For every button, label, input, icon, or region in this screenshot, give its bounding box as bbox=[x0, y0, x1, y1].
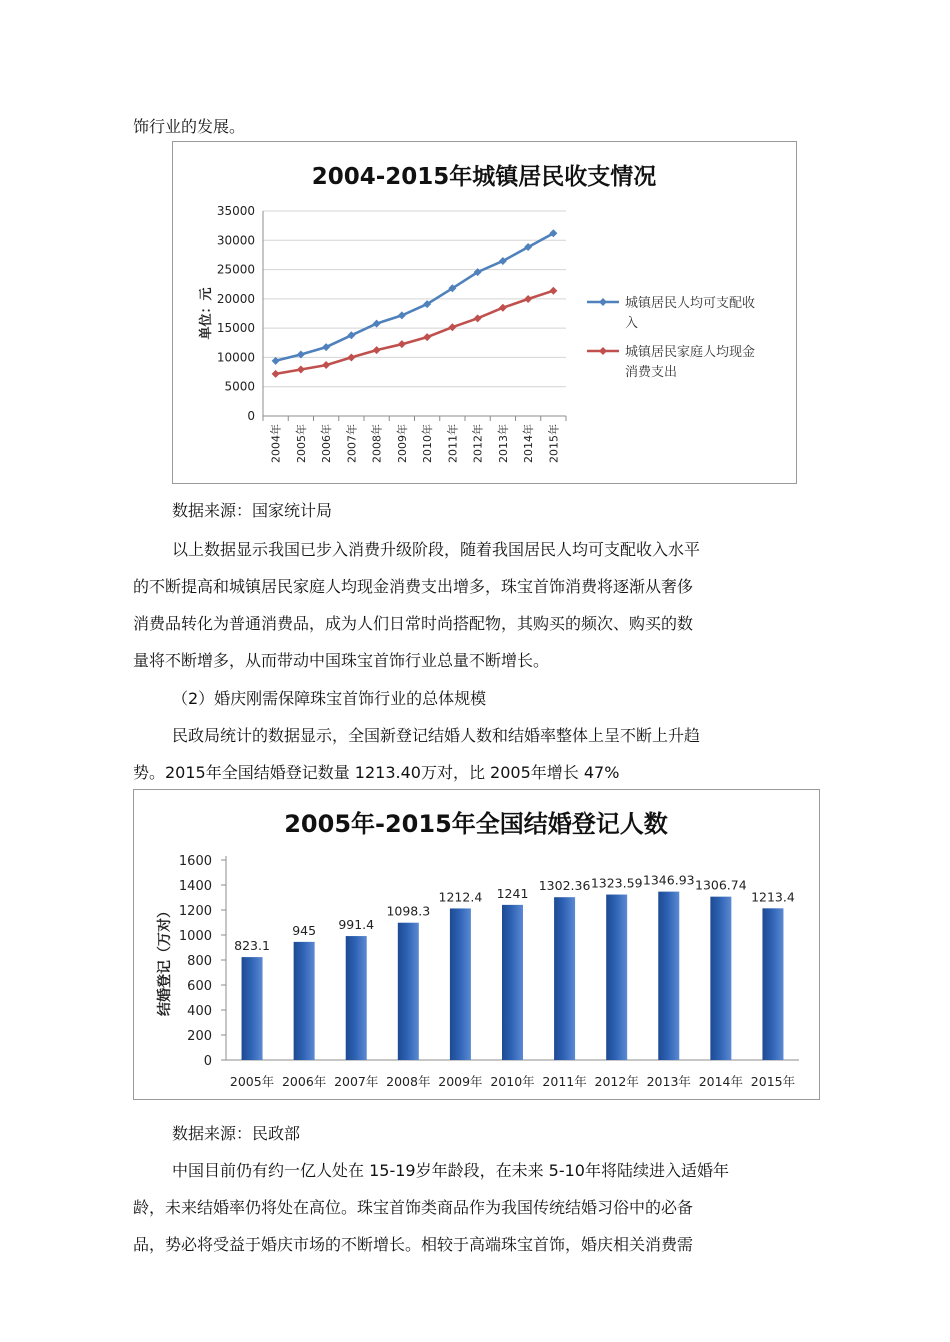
bar-value-label: 991.4 bbox=[338, 917, 375, 933]
x-tick-label: 2011年 bbox=[542, 1074, 587, 1089]
bar bbox=[398, 923, 419, 1060]
x-tick-label: 2014年 bbox=[522, 424, 536, 463]
legend-swatch-marker bbox=[599, 298, 607, 306]
y-tick-label: 25000 bbox=[216, 262, 255, 277]
y-tick-label: 1200 bbox=[178, 904, 212, 919]
series-line bbox=[276, 291, 554, 374]
x-tick-label: 2008年 bbox=[370, 424, 384, 463]
data-point bbox=[373, 346, 381, 354]
bar bbox=[710, 897, 731, 1060]
bar-value-label: 1306.74 bbox=[695, 877, 747, 893]
legend-label: 消费支出 bbox=[625, 365, 678, 380]
source-label-2: 数据来源：民政部 bbox=[172, 1124, 301, 1143]
x-tick-label: 2013年 bbox=[496, 424, 510, 463]
x-tick-label: 2010年 bbox=[421, 424, 435, 463]
data-point bbox=[549, 287, 557, 295]
para1-line-3: 消费品转化为普通消费品，成为人们日常时尚搭配物，其购买的频次、购买的数 bbox=[133, 614, 694, 633]
x-tick-label: 2009年 bbox=[438, 1074, 483, 1089]
data-point bbox=[398, 311, 406, 319]
bar bbox=[658, 892, 679, 1060]
data-point bbox=[347, 353, 355, 361]
x-tick-label: 2011年 bbox=[446, 424, 460, 463]
income-chart bbox=[172, 141, 797, 484]
data-point bbox=[524, 295, 532, 303]
para2-line-1: 民政局统计的数据显示，全国新登记结婚人数和结婚率整体上呈不断上升趋 bbox=[172, 726, 701, 745]
legend-label: 入 bbox=[625, 316, 639, 331]
bar-value-label: 1241 bbox=[496, 885, 529, 901]
x-tick-label: 2015年 bbox=[547, 424, 561, 463]
x-tick-label: 2015年 bbox=[750, 1074, 796, 1089]
bar-value-label: 1098.3 bbox=[386, 903, 431, 919]
y-axis-label: 结婚登记（万对） bbox=[157, 904, 173, 1016]
x-tick-label: 2006年 bbox=[281, 1074, 327, 1089]
y-tick-label: 5000 bbox=[224, 379, 255, 394]
para1-line-2: 的不断提高和城镇居民家庭人均现金消费支出增多，珠宝首饰消费将逐渐从奢侈 bbox=[133, 577, 694, 596]
bar bbox=[294, 942, 315, 1060]
y-tick-label: 10000 bbox=[216, 350, 255, 365]
bar bbox=[450, 908, 471, 1060]
marriage-chart bbox=[133, 789, 820, 1100]
x-tick-label: 2007年 bbox=[334, 1074, 379, 1089]
bar bbox=[762, 908, 783, 1060]
data-point bbox=[499, 304, 507, 312]
y-tick-label: 35000 bbox=[216, 204, 255, 218]
bar bbox=[554, 897, 575, 1060]
chart-title: 2004-2015年城镇居民收支情况 bbox=[311, 164, 657, 190]
x-tick-label: 2008年 bbox=[386, 1074, 431, 1089]
marriage-bar-chart-svg bbox=[134, 790, 819, 1099]
bar-value-label: 1213.4 bbox=[751, 889, 795, 905]
para1-line-4: 量将不断增多，从而带动中国珠宝首饰行业总量不断增长。 bbox=[133, 651, 550, 670]
bar-value-label: 945 bbox=[292, 922, 317, 938]
data-point bbox=[474, 314, 482, 322]
bar bbox=[242, 957, 263, 1060]
y-tick-label: 600 bbox=[187, 979, 212, 994]
para1-line-1: 以上数据显示我国已步入消费升级阶段，随着我国居民人均可支配收入水平 bbox=[172, 540, 701, 559]
x-tick-label: 2009年 bbox=[395, 424, 409, 463]
x-tick-label: 2014年 bbox=[698, 1074, 744, 1089]
data-point bbox=[398, 340, 406, 348]
bar-value-label: 1323.59 bbox=[590, 875, 643, 891]
x-tick-label: 2013年 bbox=[646, 1074, 691, 1089]
legend-label: 城镇居民人均可支配收 bbox=[625, 296, 756, 311]
data-point bbox=[322, 361, 330, 369]
data-point bbox=[347, 331, 355, 339]
y-tick-label: 200 bbox=[187, 1029, 212, 1044]
y-tick-label: 1400 bbox=[178, 879, 212, 894]
data-point bbox=[297, 365, 305, 373]
para3-line-3: 品，势必将受益于婚庆市场的不断增长。相较于高端珠宝首饰，婚庆相关消费需 bbox=[133, 1235, 694, 1254]
legend-swatch-marker bbox=[599, 347, 607, 355]
data-point bbox=[322, 343, 330, 351]
data-point bbox=[448, 323, 456, 331]
y-tick-label: 20000 bbox=[216, 291, 255, 306]
y-tick-label: 1000 bbox=[178, 929, 212, 944]
section-heading-2: （2）婚庆刚需保障珠宝首饰行业的总体规模 bbox=[172, 689, 487, 708]
y-tick-label: 15000 bbox=[216, 321, 255, 336]
bar-value-label: 823.1 bbox=[234, 938, 270, 954]
data-point bbox=[423, 333, 431, 341]
intro-tail: 饰行业的发展。 bbox=[133, 117, 246, 136]
income-line-chart-svg bbox=[173, 142, 796, 483]
chart-title: 2005年-2015年全国结婚登记人数 bbox=[284, 810, 668, 838]
legend-label: 城镇居民家庭人均现金 bbox=[625, 345, 756, 360]
para3-line-1: 中国目前仍有约一亿人处在 15-19岁年龄段，在未来 5-10年将陆续进入适婚年 bbox=[172, 1161, 729, 1180]
x-tick-label: 2010年 bbox=[490, 1074, 535, 1089]
bar bbox=[502, 905, 523, 1060]
bar-value-label: 1212.4 bbox=[438, 889, 483, 905]
bar bbox=[606, 895, 627, 1060]
x-tick-label: 2012年 bbox=[471, 424, 485, 463]
y-tick-label: 0 bbox=[247, 409, 255, 423]
y-tick-label: 0 bbox=[203, 1054, 212, 1069]
source-label-1: 数据来源：国家统计局 bbox=[172, 501, 333, 520]
y-tick-label: 30000 bbox=[216, 233, 255, 248]
y-tick-label: 400 bbox=[187, 1004, 212, 1019]
bar bbox=[346, 936, 367, 1060]
data-point bbox=[272, 357, 280, 365]
x-tick-label: 2012年 bbox=[594, 1074, 639, 1089]
data-point bbox=[373, 320, 381, 328]
y-tick-label: 1600 bbox=[178, 854, 212, 869]
data-point bbox=[272, 370, 280, 378]
x-tick-label: 2007年 bbox=[345, 424, 359, 463]
x-tick-label: 2004年 bbox=[269, 424, 283, 463]
y-axis-label: 单位：元 bbox=[199, 287, 214, 340]
para2-line-2: 势。2015年全国结婚登记数量 1213.40万对，比 2005年增长 47% bbox=[133, 763, 620, 782]
x-tick-label: 2005年 bbox=[294, 424, 308, 463]
x-tick-label: 2006年 bbox=[320, 424, 334, 463]
para3-line-2: 龄，未来结婚率仍将处在高位。珠宝首饰类商品作为我国传统结婚习俗中的必备 bbox=[133, 1198, 694, 1217]
y-tick-label: 800 bbox=[187, 954, 212, 969]
x-tick-label: 2005年 bbox=[229, 1074, 275, 1089]
bar-value-label: 1346.93 bbox=[642, 872, 695, 888]
bar-value-label: 1302.36 bbox=[538, 878, 591, 894]
